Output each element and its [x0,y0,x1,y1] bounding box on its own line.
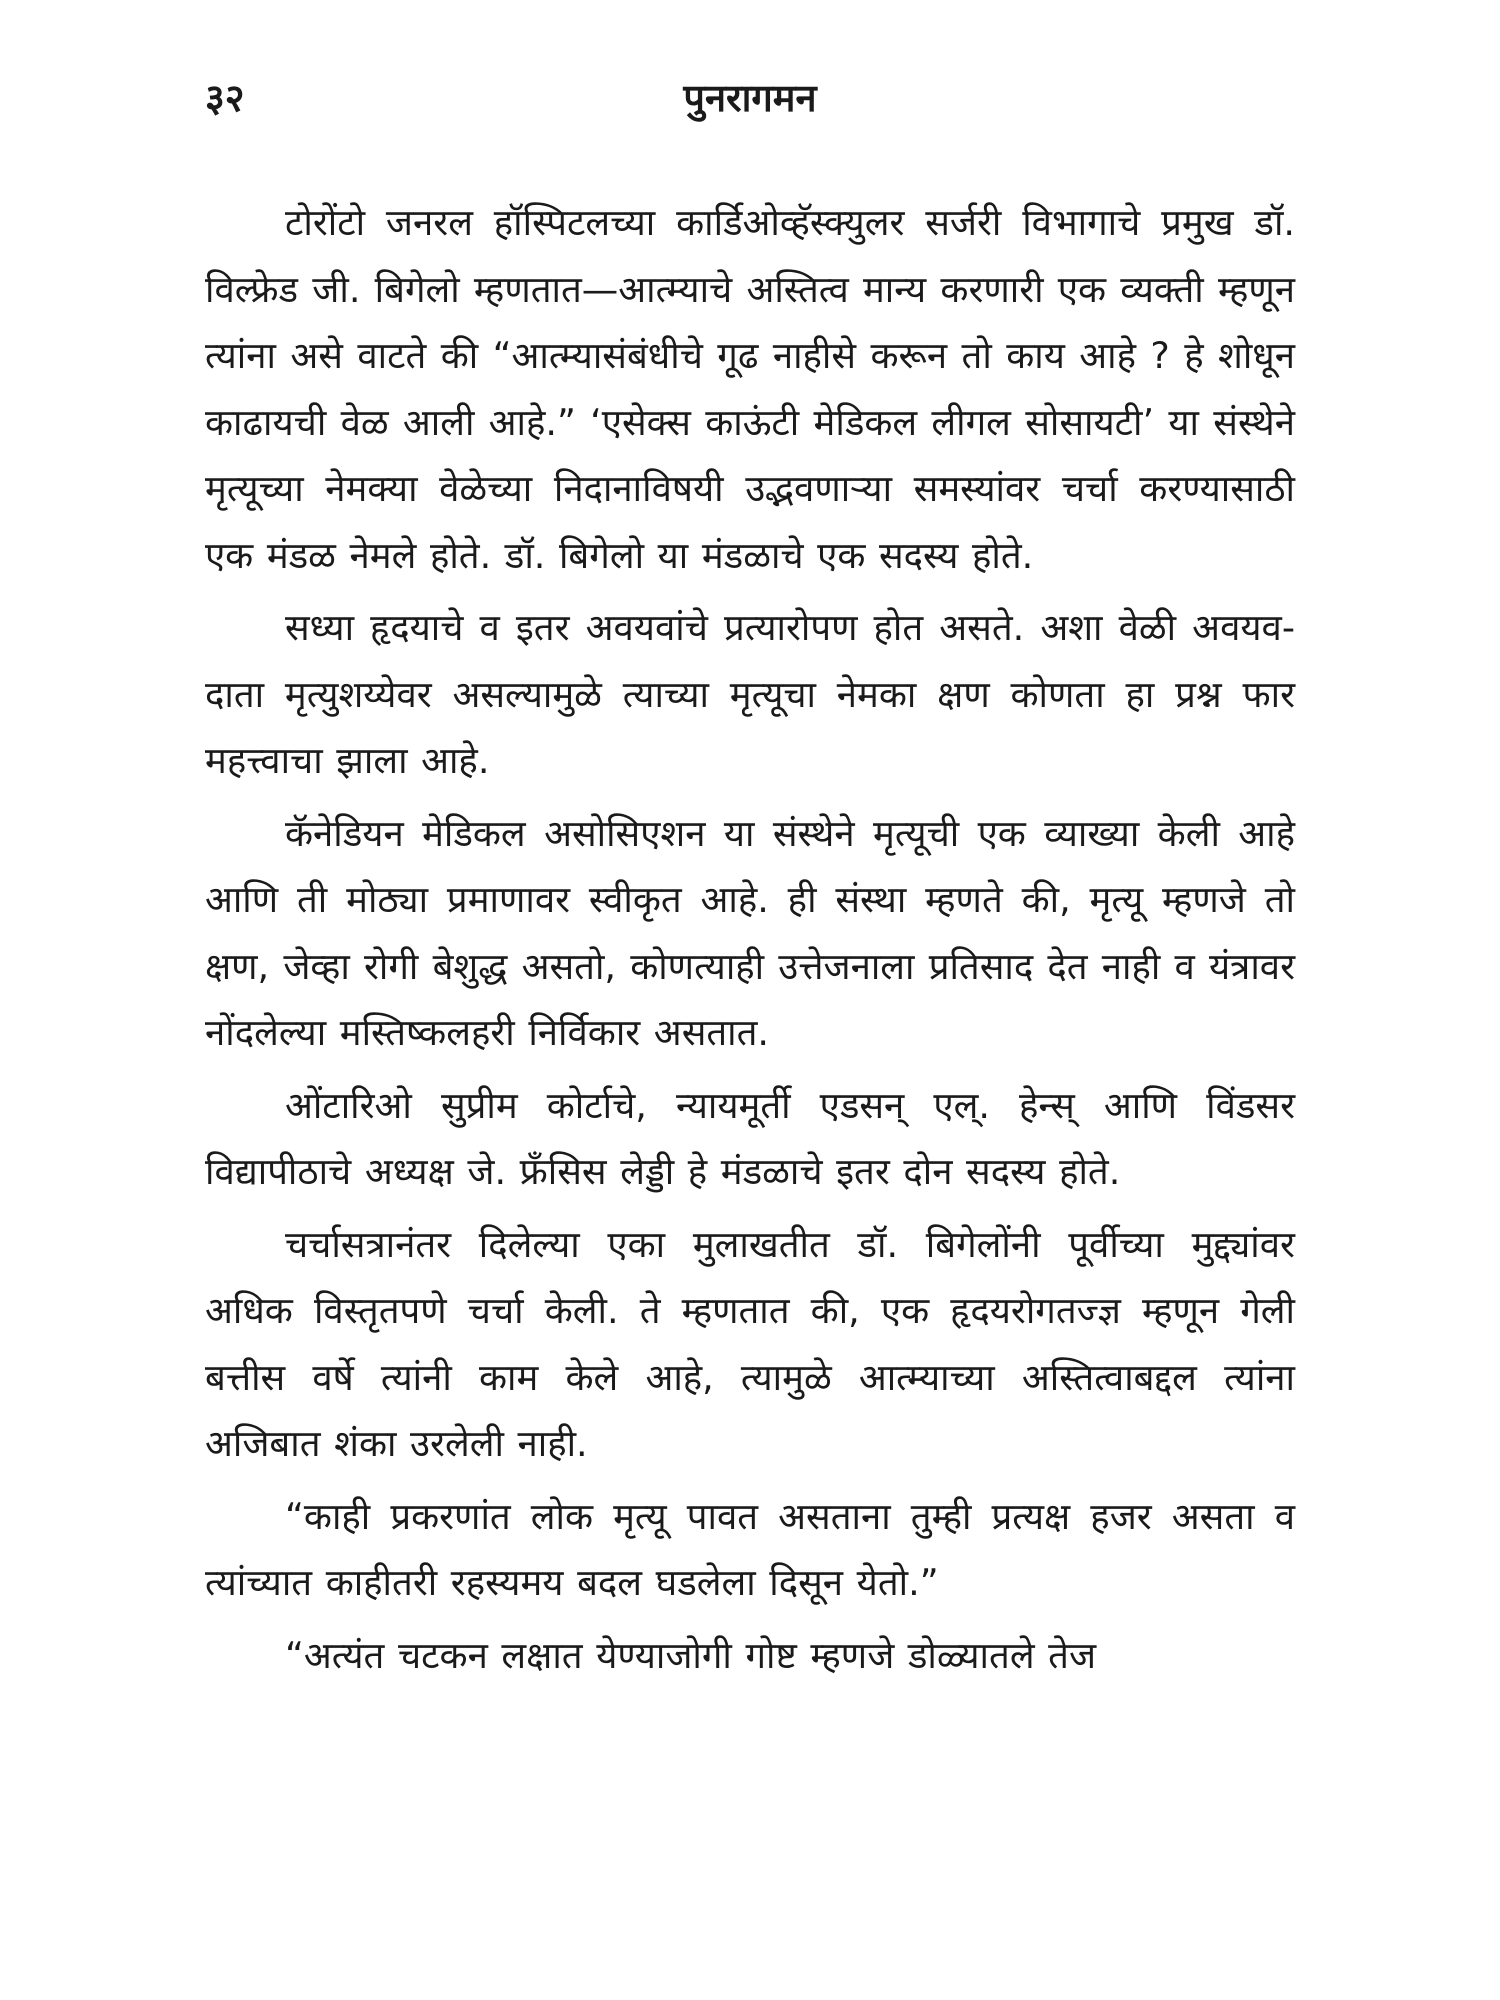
paragraph-3: कॅनेडियन मेडिकल असोसिएशन या संस्थेने मृत्यूची एक व्याख्या केली आहे आणि ती मोठ्या प्रमाणावर स्वीकृत आहे. ही संस्था म्हणते की, मृत्यू म्हणजे तो क्षण, जेव्हा रोगी बेशुद्ध असतो, कोणत्याही उत्तेजनाला प्रतिसाद देत नाही व यंत्रावर नोंदलेल्या मस्तिष्कलहरी निर्विकार असतात. [205,811,1295,1054]
paragraph-6: “काही प्रकरणांत लोक मृत्यू पावत असताना तुम्ही प्रत्यक्ष हजर असता व त्यांच्यात काहीतरी रहस्यमय बदल घडलेला दिसून येतो.” [205,1494,1295,1604]
body-text [205,190,1295,1695]
running-title: पुनरागमन [683,76,817,120]
page-number: ३२ [205,76,245,120]
paragraph-7: “अत्यंत चटकन लक्षात येण्याजोगी गोष्ट म्हणजे डोळ्यातले तेज [285,1633,1097,1677]
paragraph-5: चर्चासत्रानंतर दिलेल्या एका मुलाखतीत डॉ. बिगेलोंनी पूर्वीच्या मुद्द्यांवर अधिक विस्तृतपणे चर्चा केली. ते म्हणतात की, एक हृदयरोगतज्ज्ञ म्हणून गेली बत्तीस वर्षे त्यांनी काम केले आहे, त्यामुळे आत्म्याच्या अस्तित्वाबद्दल त्यांना अजिबात शंका उरलेली नाही. [205,1222,1295,1465]
paragraph-4: ओंटारिओ सुप्रीम कोर्टाचे, न्यायमूर्ती एडसन् एल्. हेन्स् आणि विंडसर विद्यापीठाचे अध्यक्ष जे. फ्रँसिस लेड्डी हे मंडळाचे इतर दोन सदस्य होते. [205,1083,1295,1193]
page-header [205,68,1295,128]
paragraph-1: टोरोंटो जनरल हॉस्पिटलच्या कार्डिओव्हॅस्क्युलर सर्जरी विभागाचे प्रमुख डॉ. विल्फ्रेड जी. बिगेलो म्हणतात—आत्म्याचे अस्तित्व मान्य करणारी एक व्यक्ती म्हणून त्यांना असे वाटते की “आत्म्यासंबंधीचे गूढ नाहीसे करून तो काय आहे ? हे शोधून काढायची वेळ आली आहे.” ‘एसेक्स काऊंटी मेडिकल लीगल सोसायटी’ या संस्थेने मृत्यूच्या नेमक्या वेळेच्या निदानाविषयी उद्भवणाऱ्या समस्यांवर चर्चा करण्यासाठी एक मंडळ नेमले होते. डॉ. बिगेलो या मंडळाचे एक सदस्य होते. [205,201,1295,577]
paragraph-2: सध्या हृदयाचे व इतर अवयवांचे प्रत्यारोपण होत असते. अशा वेळी अवयव-दाता मृत्युशय्येवर असल्यामुळे त्याच्या मृत्यूचा नेमका क्षण कोणता हा प्रश्न फार महत्त्वाचा झाला आहे. [205,606,1295,782]
